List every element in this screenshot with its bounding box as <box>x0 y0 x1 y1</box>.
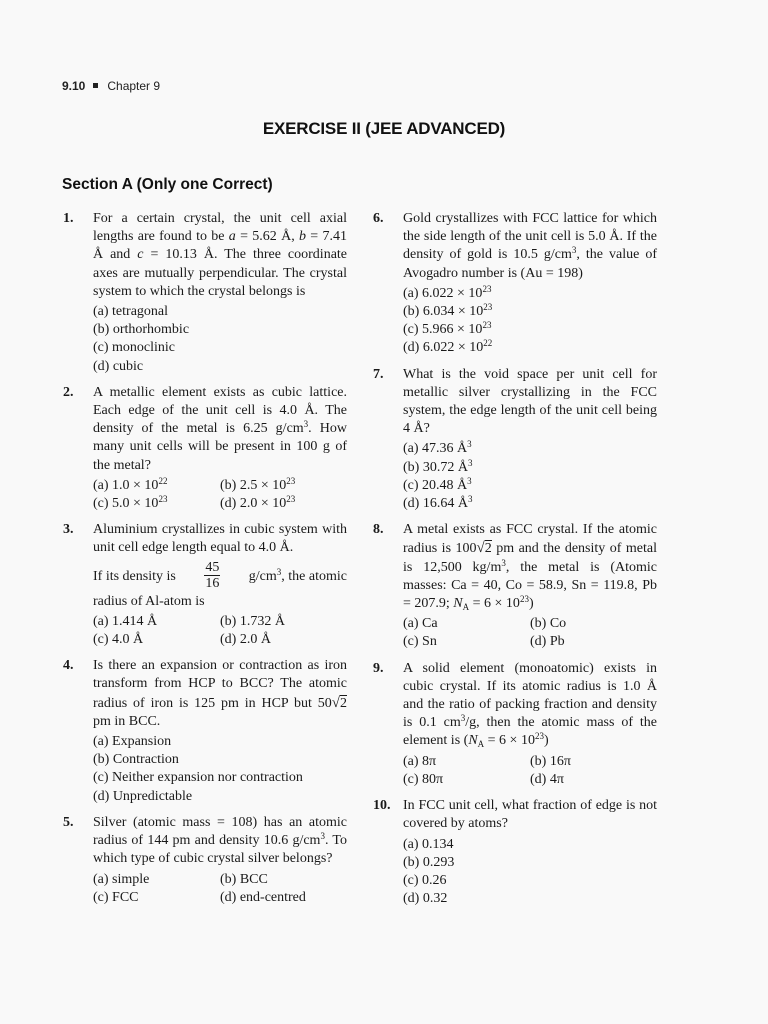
option-c: (c) $5.966 \times 10^{23}$ <box>403 320 492 338</box>
option-d: (d) 0.32 <box>403 891 448 907</box>
option-a: (a) $6.022 \times 10^{23}$ <box>403 283 492 301</box>
question-9 <box>373 660 657 789</box>
question-1 <box>63 210 347 376</box>
fraction: $\frac{45}{16}$ <box>205 559 220 591</box>
question-10 <box>373 797 657 908</box>
question-text: A metal exists as FCC crystal. If the atomic radius is 100√2 pm and the density of metal is 12,500 $kg/m^3$, the metal is (Atomic masses: Ca = 40, Co = 58.9, Sn = 119.8, Pb = 207.9; $N_A = 6 \times 10^{23}$) <box>403 522 657 613</box>
option-a: (a) Expansion <box>93 734 172 750</box>
page-number: 9.10 <box>62 79 86 93</box>
option-b: (b) $6.034 \times 10^{23}$ <box>403 302 493 320</box>
question-text-density: If its density is $\frac{45}{16}$ $g/cm^3$, the atomic <box>93 559 347 591</box>
option-d: (d) end-centred <box>220 889 306 905</box>
options <box>403 615 657 651</box>
option-a: (a) Ca <box>403 616 438 632</box>
option-c: (c) 0.26 <box>403 872 447 888</box>
option-d: (d) Pb <box>530 634 565 650</box>
section-title: Section A (Only one Correct) <box>62 176 273 193</box>
option-a: (a) 1.414 Å <box>93 613 158 629</box>
option-b: (b) orthorhombic <box>93 322 190 338</box>
options <box>93 871 347 907</box>
question-text: Gold crystallizes with FCC lattice for which the side length of the unit cell is 5.0 Å. If the density of gold is 10.5 $g/cm^3$, the value of Avogadro number is (Au = 198) <box>403 211 657 281</box>
option-b: (b) 30.72 $Å^3$ <box>403 457 473 475</box>
question-7 <box>373 366 657 514</box>
options <box>93 613 347 649</box>
option-c: (c) $5.0 \times 10^{23}$ <box>93 494 168 512</box>
question-text: Is there an expansion or contraction as iron transform from HCP to BCC? The atomic radius of iron is 125 pm in HCP but 50√2 pm in BCC. <box>93 658 347 729</box>
question-number: 7. <box>373 366 384 382</box>
question-number: 1. <box>63 211 74 226</box>
option-b: (b) 1.732 Å <box>220 613 285 629</box>
question-text: For a certain crystal, the unit cell axial lengths are found to be a = 5.62 Å, b = 7.41 Å and c = 10.13 Å. The three coordinate axes are mutually perpendicular. The crystal system to which the crystal belongs is <box>93 211 348 299</box>
options <box>403 285 657 358</box>
question-8 <box>373 521 657 651</box>
option-d: (d) $6.022 \times 10^{22}$ <box>403 338 493 356</box>
question-text: What is the void space per unit cell for metallic silver crystallizing in the FCC system, the edge length of the unit cell being 4 Å? <box>403 366 657 437</box>
running-head <box>62 79 160 93</box>
option-a: (a) tetragonal <box>93 304 169 320</box>
option-a: (a) simple <box>93 871 150 887</box>
question-6 <box>373 210 657 358</box>
option-c: (c) Sn <box>403 634 437 650</box>
option-c: (c) 20.48 $Å^3$ <box>403 475 472 493</box>
option-d: (d) 4π <box>530 771 564 787</box>
question-text: A metallic element exists as cubic lattice. Each edge of the unit cell is 4.0 Å. The density of the metal is 6.25 $g/cm^3$. How many unit cells will be present in 100 g of the metal? <box>93 384 347 473</box>
question-4 <box>63 657 347 806</box>
option-d: (d) 2.0 Å <box>220 632 271 648</box>
question-number: 9. <box>373 660 384 676</box>
option-a: (a) $1.0 \times 10^{22}$ <box>93 475 168 493</box>
exercise-title: EXERCISE II (JEE ADVANCED) <box>262 119 506 138</box>
option-b: (b) $2.5 \times 10^{23}$ <box>220 475 296 493</box>
option-d: (d) cubic <box>93 358 144 374</box>
option-c: (c) FCC <box>93 889 139 905</box>
option-b: (b) 16π <box>530 753 571 769</box>
option-a: (a) 8π <box>403 753 437 769</box>
options <box>93 477 347 513</box>
question-number: 6. <box>373 211 384 226</box>
sqrt-symbol: √2 <box>331 694 347 711</box>
option-b: (b) Contraction <box>93 752 179 768</box>
option-b: (b) Co <box>530 616 567 632</box>
question-number: 3. <box>63 522 74 538</box>
question-text: A solid element (monoatomic) exists in cubic crystal. If its atomic radius is 1.0 Å and the ratio of packing fraction and density is 0.1 $cm^3/g$, then the atomic mass of the element is $(N_A = 6 \times 10^{23})$ <box>403 660 657 750</box>
options <box>93 303 347 376</box>
question-3 <box>63 521 347 649</box>
option-a: (a) 0.134 <box>403 836 454 852</box>
options <box>403 440 657 513</box>
question-text: Silver (atomic mass = 108) has an atomic radius of 144 pm and density 10.6 $g/cm^3$. To which type of cubic crystal silver belongs? <box>93 814 347 867</box>
option-d: (d) Unpredictable <box>93 788 193 804</box>
options <box>93 733 347 806</box>
option-d: (d) $2.0 \times 10^{23}$ <box>220 494 296 512</box>
right-column <box>373 210 657 916</box>
sqrt-symbol: √2 <box>476 540 492 557</box>
question-5 <box>63 814 347 907</box>
option-d: (d) 16.64 $Å^3$ <box>403 494 473 512</box>
left-column <box>63 210 347 915</box>
question-number: 10. <box>373 798 391 814</box>
option-c: (c) 4.0 Å <box>93 632 144 648</box>
chapter-label: Chapter 9 <box>107 79 161 93</box>
bullet-square-icon <box>93 83 98 88</box>
question-text: In FCC unit cell, what fraction of edge is not covered by atoms? <box>403 798 657 832</box>
options <box>403 753 657 789</box>
question-text: Aluminium crystallizes in cubic system with unit cell edge length equal to 4.0 Å. <box>93 522 347 556</box>
option-c: (c) Neither expansion nor contraction <box>93 770 303 786</box>
question-2 <box>63 384 347 513</box>
question-number: 2. <box>63 384 74 400</box>
option-b: (b) BCC <box>220 871 268 887</box>
question-number: 8. <box>373 522 384 538</box>
option-b: (b) 0.293 <box>403 854 455 870</box>
question-number: 4. <box>63 658 74 674</box>
question-number: 5. <box>63 814 74 830</box>
option-c: (c) 80π <box>403 771 444 787</box>
option-a: (a) 47.36 $Å^3$ <box>403 439 472 457</box>
question-text-end: radius of Al-atom is <box>93 593 205 609</box>
option-c: (c) monoclinic <box>93 340 176 356</box>
options <box>403 836 657 909</box>
